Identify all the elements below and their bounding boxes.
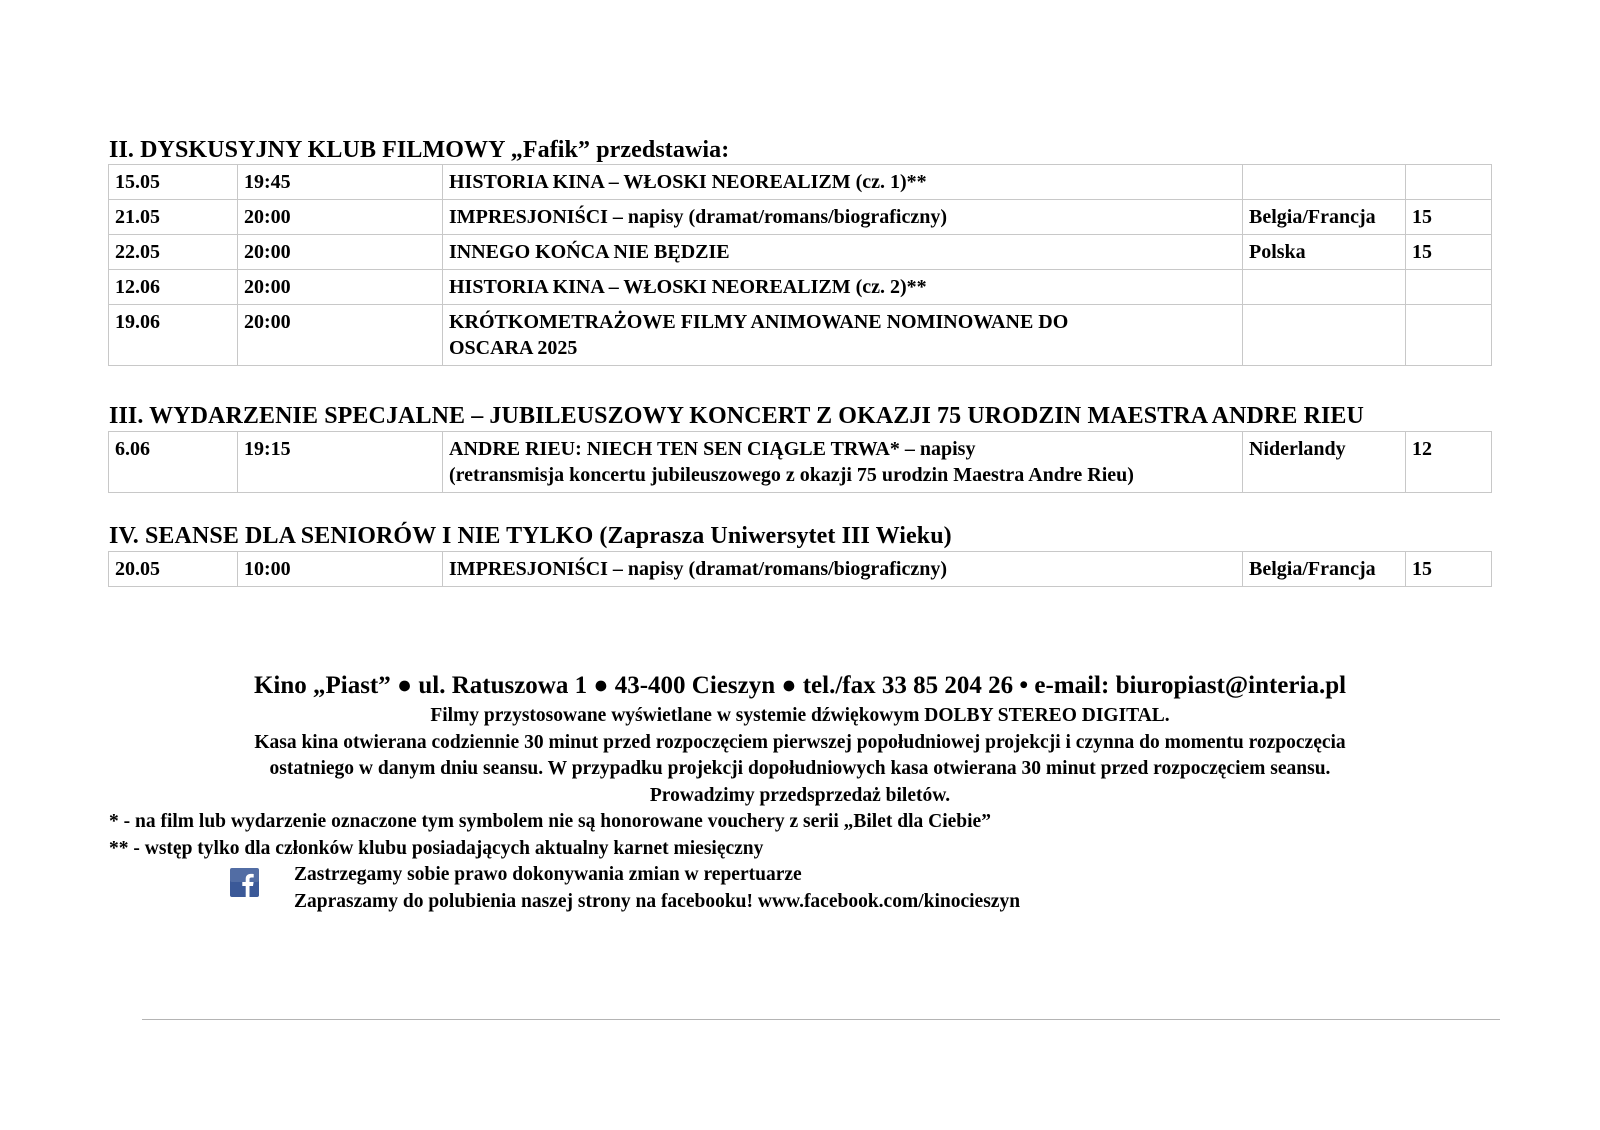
time-cell: 20:00 — [238, 305, 443, 366]
cinema-info-block — [0, 703, 1600, 809]
sound-system-note: Filmy przystosowane wyświetlane w systemie dźwiękowym DOLBY STEREO DIGITAL. — [430, 705, 1170, 726]
date-cell: 21.05 — [109, 200, 238, 235]
country-cell: Polska — [1243, 235, 1406, 270]
title-cell: HISTORIA KINA – WŁOSKI NEOREALIZM (cz. 1)** — [443, 165, 1243, 200]
bottom-divider — [142, 1019, 1500, 1020]
repertoire-change-note: Zastrzegamy sobie prawo dokonywania zmian w repertuarze — [294, 864, 802, 885]
country-cell — [1243, 270, 1406, 305]
schedule-table-seniors — [108, 551, 1492, 587]
time-cell: 20:00 — [238, 200, 443, 235]
footnote-single-asterisk: * - na film lub wydarzenie oznaczone tym symbolem nie są honorowane vouchery z serii „Bilet dla Ciebie” — [109, 811, 991, 832]
time-cell: 19:15 — [238, 432, 443, 493]
facebook-invite: Zapraszamy do polubienia naszej strony na facebooku! www.facebook.com/kinocieszyn — [294, 890, 1021, 912]
country-cell: Niderlandy — [1243, 432, 1406, 493]
country-cell — [1243, 165, 1406, 200]
date-cell: 20.05 — [109, 552, 238, 587]
table-row — [109, 305, 1492, 366]
table-row — [109, 270, 1492, 305]
section-title-seniors: IV. SEANSE DLA SENIORÓW I NIE TYLKO (Zaprasza Uniwersytet III Wieku) — [109, 523, 952, 549]
title-cell — [443, 432, 1243, 493]
country-cell: Belgia/Francja — [1243, 552, 1406, 587]
country-cell — [1243, 305, 1406, 366]
age-cell — [1406, 270, 1492, 305]
country-cell: Belgia/Francja — [1243, 200, 1406, 235]
title-line-2: (retransmisja koncertu jubileuszowego z okazji 75 urodzin Maestra Andre Rieu) — [449, 464, 1134, 486]
table-row — [109, 165, 1492, 200]
age-cell: 15 — [1406, 200, 1492, 235]
age-cell: 12 — [1406, 432, 1492, 493]
footnotes — [109, 809, 991, 862]
age-cell: 15 — [1406, 235, 1492, 270]
age-cell: 15 — [1406, 552, 1492, 587]
title-line-1: ANDRE RIEU: NIECH TEN SEN CIĄGLE TRWA* – napisy — [449, 438, 976, 460]
table-row — [109, 200, 1492, 235]
time-cell: 20:00 — [238, 270, 443, 305]
title-cell: INNEGO KOŃCA NIE BĘDZIE — [443, 235, 1243, 270]
date-cell: 15.05 — [109, 165, 238, 200]
title-line-1: KRÓTKOMETRAŻOWE FILMY ANIMOWANE NOMINOWANE DO — [449, 311, 1069, 333]
title-cell — [443, 305, 1243, 366]
title-cell: HISTORIA KINA – WŁOSKI NEOREALIZM (cz. 2)** — [443, 270, 1243, 305]
table-row — [109, 432, 1492, 493]
date-cell: 6.06 — [109, 432, 238, 493]
date-cell: 12.06 — [109, 270, 238, 305]
table-row — [109, 552, 1492, 587]
time-cell: 10:00 — [238, 552, 443, 587]
date-cell: 19.06 — [109, 305, 238, 366]
date-cell: 22.05 — [109, 235, 238, 270]
age-cell — [1406, 305, 1492, 366]
box-office-hours-line-1: Kasa kina otwierana codziennie 30 minut przed rozpoczęciem pierwszej popołudniowej projekcji i czynna do momentu rozpoczęcia — [254, 731, 1346, 753]
box-office-hours-line-2: ostatniego w danym dniu seansu. W przypadku projekcji dopołudniowych kasa otwierana 30 minut przed rozpoczęciem seansu. — [269, 758, 1331, 779]
schedule-table-club — [108, 164, 1492, 366]
title-line-2: OSCARA 2025 — [449, 337, 578, 359]
schedule-table-special-event — [108, 431, 1492, 493]
title-cell: IMPRESJONIŚCI – napisy (dramat/romans/biograficzny) — [443, 552, 1243, 587]
table-row — [109, 235, 1492, 270]
facebook-text — [294, 862, 1020, 915]
age-cell — [1406, 165, 1492, 200]
section-title-club: II. DYSKUSYJNY KLUB FILMOWY „Fafik” przedstawia: — [109, 137, 730, 163]
facebook-icon[interactable] — [230, 868, 259, 897]
time-cell: 19:45 — [238, 165, 443, 200]
time-cell: 20:00 — [238, 235, 443, 270]
presale-note: Prowadzimy przedsprzedaż biletów. — [649, 784, 951, 806]
footnote-double-asterisk: ** - wstęp tylko dla członków klubu posiadających aktualny karnet miesięczny — [109, 837, 764, 859]
cinema-contact-info: Kino „Piast” ● ul. Ratuszowa 1 ● 43-400 Cieszyn ● tel./fax 33 85 204 26 • e-mail: biuropiast@interia.pl — [253, 672, 1347, 699]
section-title-special-event: III. WYDARZENIE SPECJALNE – JUBILEUSZOWY KONCERT Z OKAZJI 75 URODZIN MAESTRA ANDRE RIEU — [109, 403, 1364, 429]
title-cell: IMPRESJONIŚCI – napisy (dramat/romans/biograficzny) — [443, 200, 1243, 235]
